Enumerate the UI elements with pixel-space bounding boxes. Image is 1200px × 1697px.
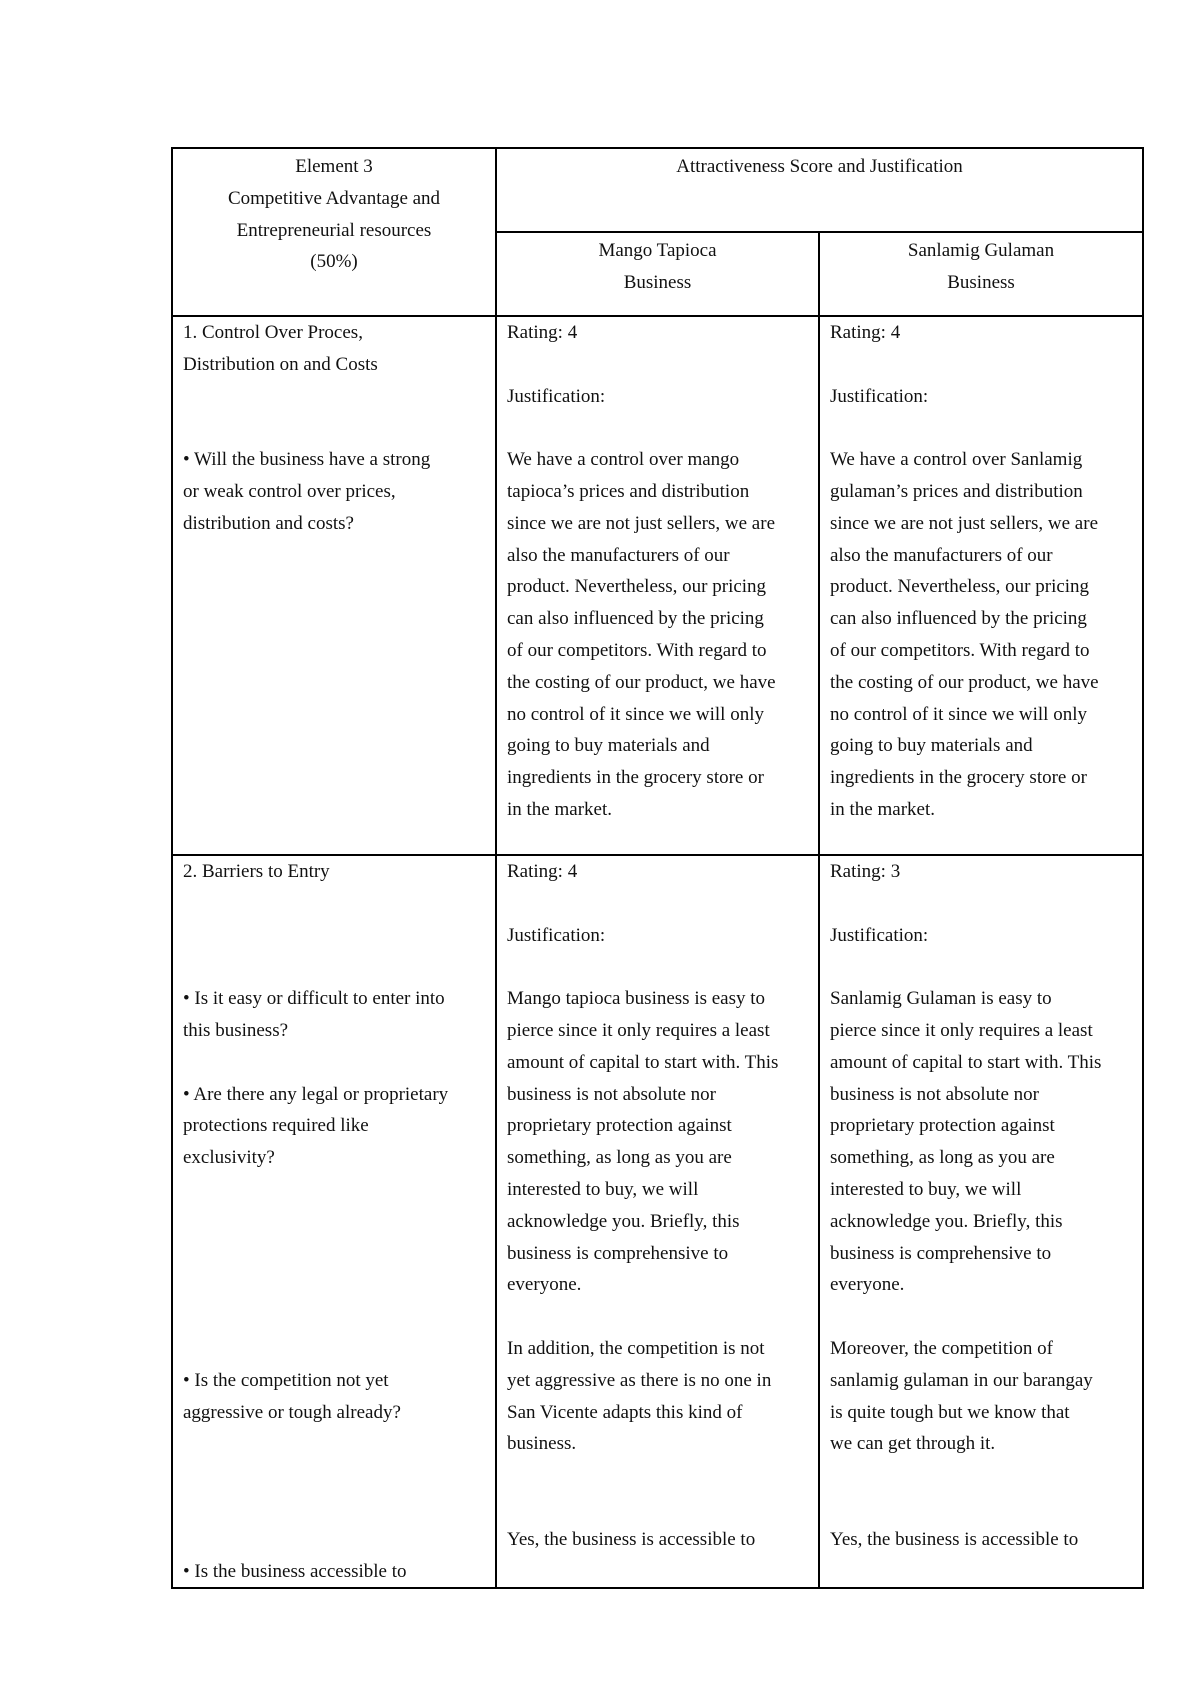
text-line: pierce since it only requires a least [507, 1019, 770, 1041]
text-line: no control of it since we will only [830, 703, 1087, 725]
text-line: acknowledge you. Briefly, this [507, 1210, 740, 1232]
element-name-line-1: Competitive Advantage and [227, 187, 441, 209]
text-line: can also influenced by the pricing [830, 608, 1087, 630]
text-line: Yes, the business is accessible to [830, 1528, 1079, 1550]
text-line: in the market. [830, 798, 935, 820]
text-line: amount of capital to start with. This [507, 1051, 779, 1073]
header-row [172, 148, 1143, 232]
criterion-2-question [183, 983, 485, 1047]
text-line: amount of capital to start with. This [830, 1051, 1102, 1073]
text-line: protections required like [183, 1115, 369, 1137]
text-line: San Vicente adapts this kind of [507, 1401, 743, 1423]
text-line: since we are not just sellers, we are [830, 512, 1099, 534]
text-line: business is not absolute nor [507, 1083, 716, 1105]
text-line: business is not absolute nor [830, 1083, 1039, 1105]
text-line: business. [507, 1433, 577, 1455]
text-line: gulaman’s prices and distribution [830, 480, 1083, 502]
text-line: of our competitors. With regard to [830, 639, 1090, 661]
text-line: business is comprehensive to [507, 1242, 729, 1264]
text-line: since we are not just sellers, we are [507, 512, 776, 534]
criterion-1-question: distribution and costs? [183, 512, 354, 534]
text-line: yet aggressive as there is no one in [507, 1369, 772, 1391]
text-line: something, as long as you are [507, 1147, 732, 1169]
justification-label: Justification: [507, 924, 606, 946]
text-line: Yes, the business is accessible to [507, 1528, 756, 1550]
justification-text [507, 444, 808, 826]
business-1-header [496, 232, 819, 316]
rating: Rating: 3 [830, 861, 901, 882]
score-header-cell [496, 148, 1143, 232]
text-line: sanlamig gulaman in our barangay [830, 1369, 1093, 1391]
text-line: going to buy materials and [830, 735, 1033, 757]
text-line: Moreover, the competition of [830, 1337, 1053, 1359]
criterion-1-cell [172, 316, 496, 855]
business-2-name: Sanlamig Gulaman [907, 240, 1055, 261]
criterion-2-title: 2. Barriers to Entry [183, 861, 330, 882]
justification-label: Justification: [507, 385, 606, 407]
text-line: aggressive or tough already? [183, 1401, 401, 1423]
text-line: • Is the business accessible to [183, 1560, 407, 1582]
text-line: in the market. [507, 798, 612, 820]
element-name-line-2: Entrepreneurial resources [236, 219, 432, 241]
justification-text [830, 444, 1132, 826]
element-title: Element 3 [295, 156, 373, 177]
justification-text [507, 983, 808, 1301]
text-line: of our competitors. With regard to [507, 639, 767, 661]
business-1-criterion-2-cell [496, 855, 819, 1588]
text-line: this business? [183, 1019, 289, 1041]
accessibility-text [507, 1524, 808, 1556]
business-1-name: Mango Tapioca [598, 240, 717, 261]
text-line: proprietary protection against [507, 1115, 732, 1137]
text-line: product. Nevertheless, our pricing [507, 576, 767, 598]
criterion-row-2 [172, 855, 1143, 1588]
score-title: Attractiveness Score and Justification [676, 156, 963, 177]
rating: Rating: 4 [507, 861, 578, 882]
rating: Rating: 4 [507, 322, 578, 343]
text-line: everyone. [830, 1274, 905, 1296]
competition-text [507, 1333, 808, 1460]
text-line: • Is the competition not yet [183, 1369, 389, 1391]
text-line: going to buy materials and [507, 735, 710, 757]
text-line: the costing of our product, we have [507, 671, 776, 693]
text-line: proprietary protection against [830, 1115, 1055, 1137]
text-line: product. Nevertheless, our pricing [830, 576, 1090, 598]
criterion-1-title: 1. Control Over Proces, [183, 322, 363, 343]
text-line: is quite tough but we know that [830, 1401, 1070, 1423]
criterion-2-question [183, 1556, 485, 1588]
text-line: Sanlamig Gulaman is easy to [830, 988, 1052, 1010]
text-line: pierce since it only requires a least [830, 1019, 1093, 1041]
criterion-1-question: or weak control over prices, [183, 480, 396, 502]
competition-text [830, 1333, 1132, 1460]
text-line: ingredients in the grocery store or [830, 767, 1087, 789]
business-1-suffix: Business [623, 271, 692, 293]
accessibility-text [830, 1524, 1132, 1556]
text-line: acknowledge you. Briefly, this [830, 1210, 1063, 1232]
rating: Rating: 4 [830, 322, 901, 343]
text-line: also the manufacturers of our [507, 544, 730, 566]
justification-label: Justification: [830, 385, 929, 407]
text-line: interested to buy, we will [507, 1178, 699, 1200]
justification-label: Justification: [830, 924, 929, 946]
text-line: Mango tapioca business is easy to [507, 988, 766, 1010]
text-line: also the manufacturers of our [830, 544, 1053, 566]
criterion-2-cell [172, 855, 496, 1588]
text-line: can also influenced by the pricing [507, 608, 764, 630]
text-line: We have a control over mango [507, 449, 740, 471]
text-line: the costing of our product, we have [830, 671, 1099, 693]
text-line: We have a control over Sanlamig [830, 449, 1083, 471]
element-weight: (50%) [310, 251, 358, 273]
business-2-criterion-2-cell [819, 855, 1143, 1588]
business-2-header [819, 232, 1143, 316]
text-line: • Is it easy or difficult to enter into [183, 988, 445, 1010]
justification-text [830, 983, 1132, 1301]
text-line: business is comprehensive to [830, 1242, 1052, 1264]
business-2-criterion-1-cell [819, 316, 1143, 855]
text-line: tapioca’s prices and distribution [507, 480, 750, 502]
text-line: In addition, the competition is not [507, 1337, 765, 1359]
text-line: no control of it since we will only [507, 703, 764, 725]
criterion-2-question [183, 1365, 485, 1429]
business-2-suffix: Business [947, 271, 1015, 293]
element-header-cell [172, 148, 496, 316]
text-line: something, as long as you are [830, 1147, 1055, 1169]
text-line: we can get through it. [830, 1433, 996, 1455]
text-line: • Are there any legal or proprietary [183, 1083, 449, 1105]
business-1-criterion-1-cell [496, 316, 819, 855]
text-line: interested to buy, we will [830, 1178, 1022, 1200]
criterion-row-1 [172, 316, 1143, 855]
criterion-1-question: • Will the business have a strong [183, 449, 431, 471]
criterion-2-question [183, 1079, 485, 1174]
text-line: ingredients in the grocery store or [507, 767, 764, 789]
evaluation-table [171, 147, 1144, 1589]
criterion-1-title-cont: Distribution on and Costs [183, 353, 378, 375]
text-line: exclusivity? [183, 1147, 275, 1169]
text-line: everyone. [507, 1274, 582, 1296]
